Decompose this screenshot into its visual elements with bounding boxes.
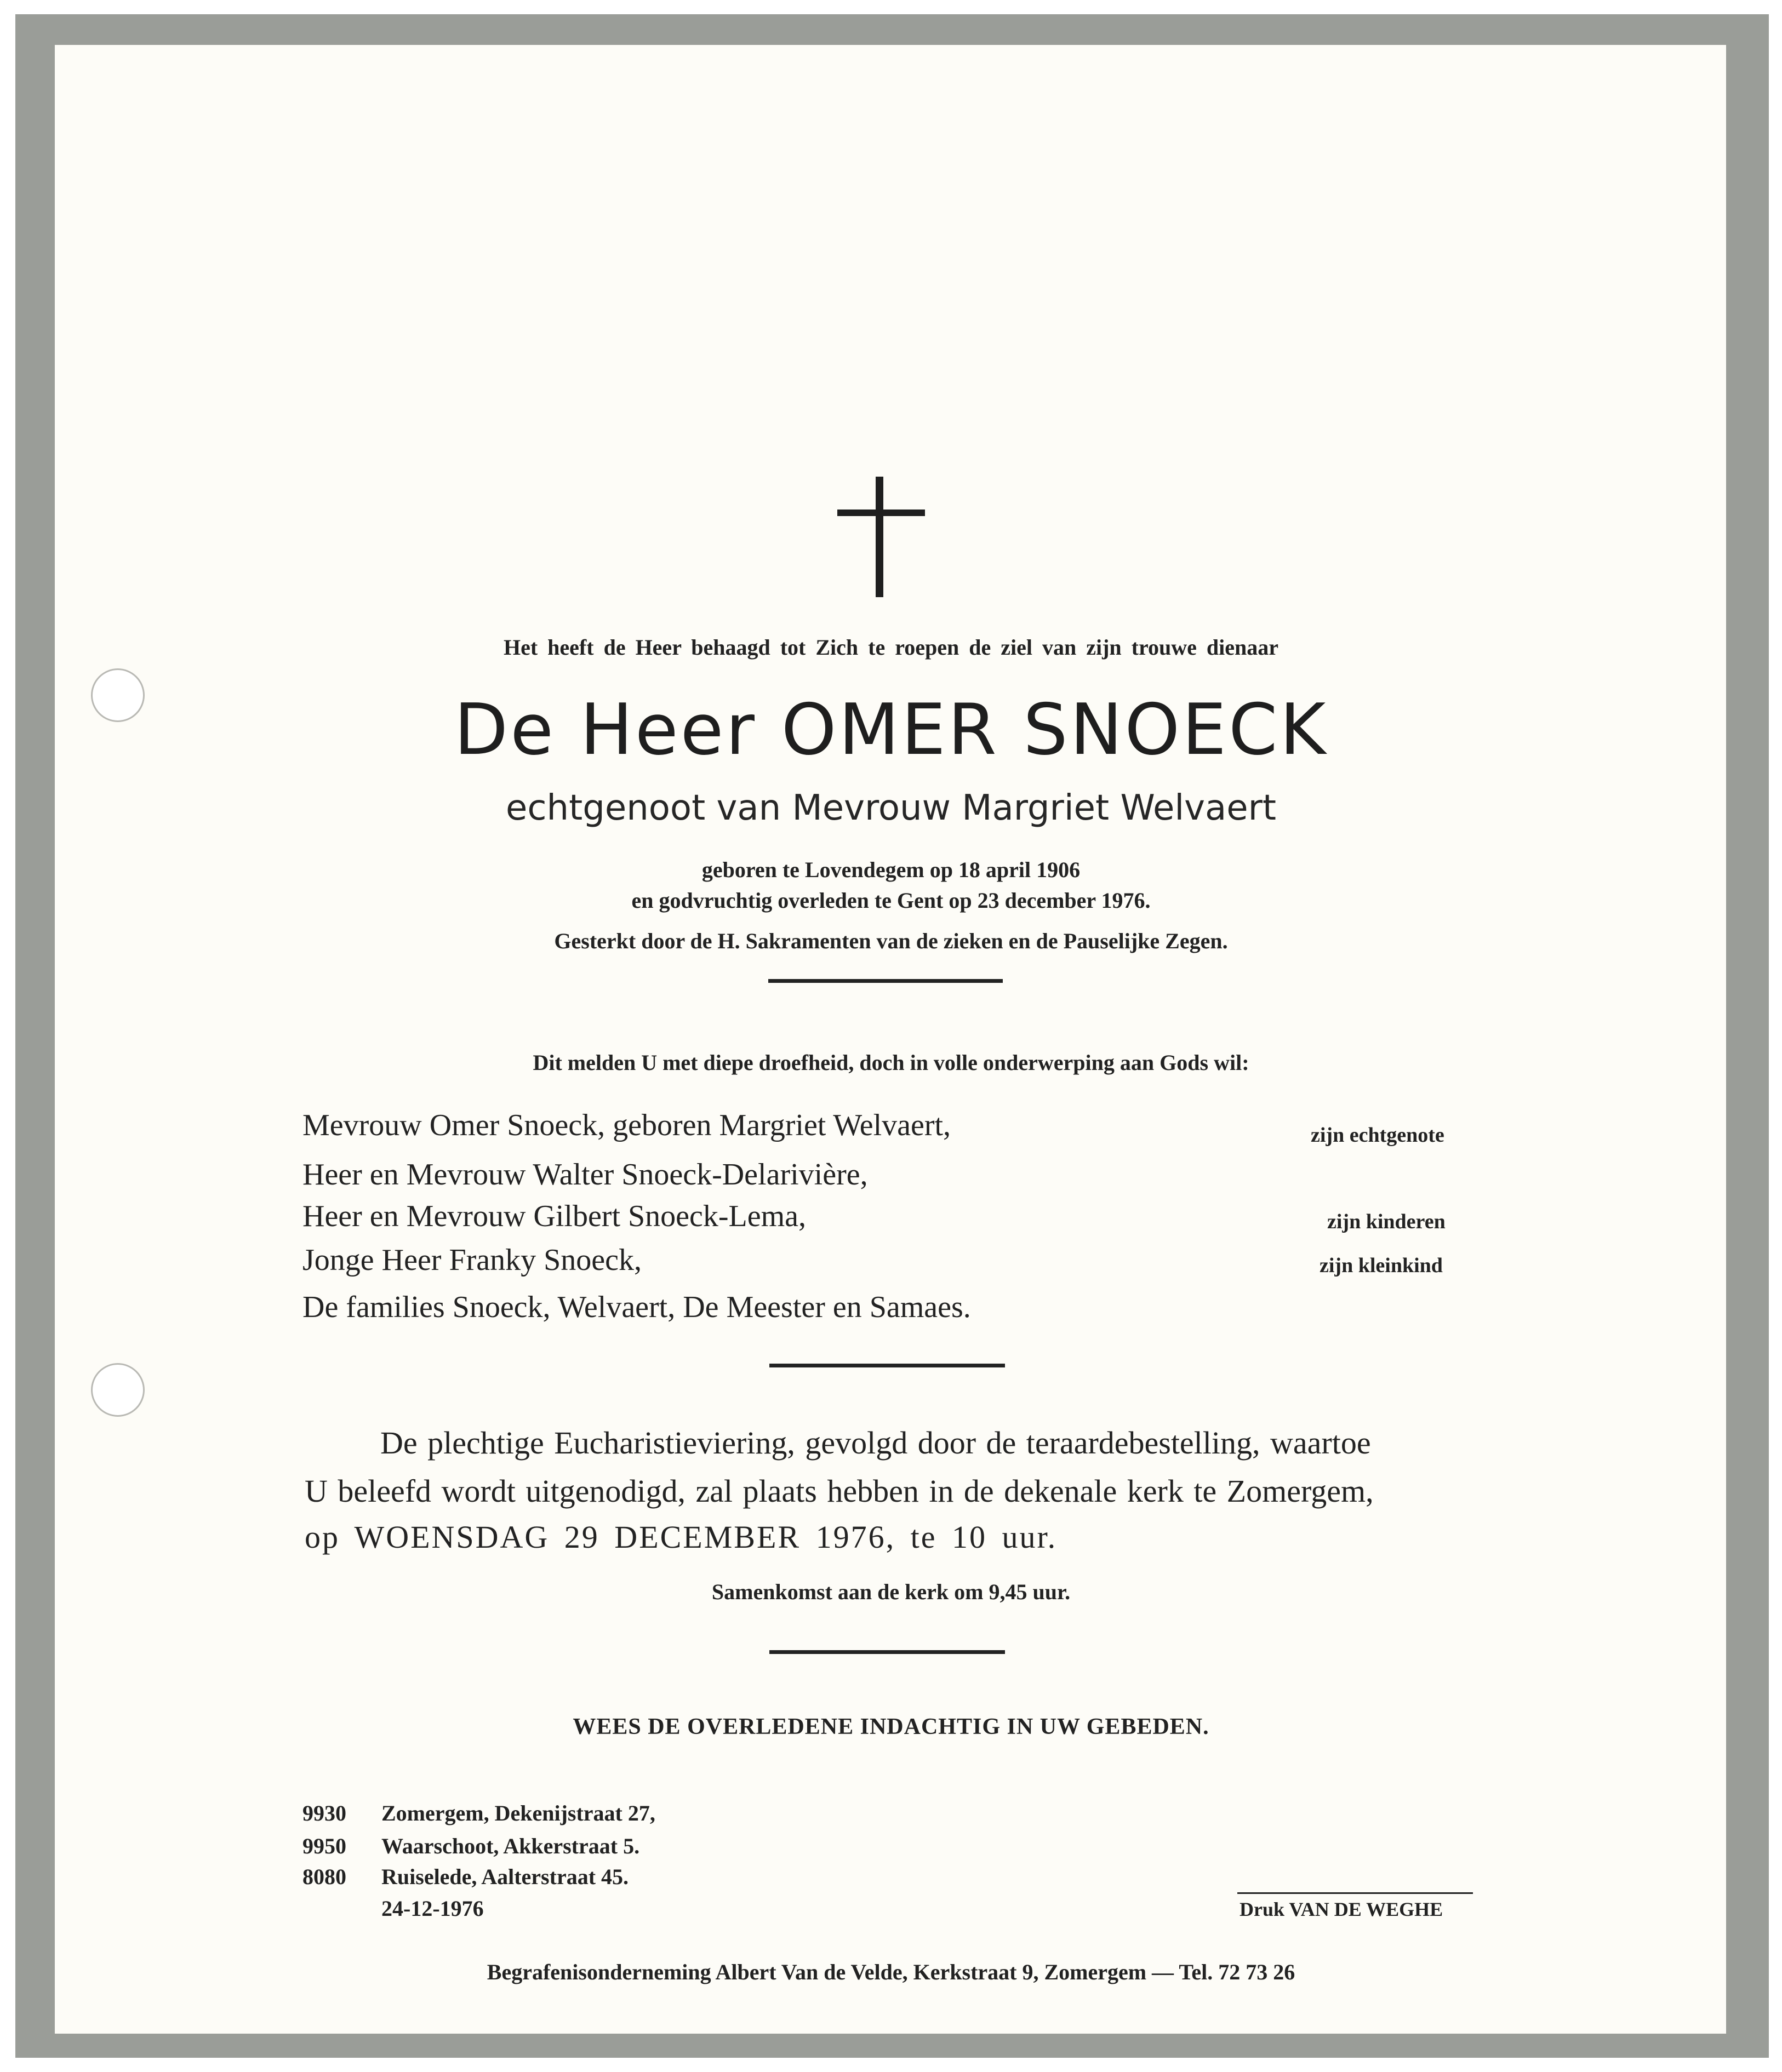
divider <box>769 1364 1005 1367</box>
undertaker-line: Begrafenisonderneming Albert Van de Velde, Kerkstraat 9, Zomergem — Tel. 72 73 26 <box>487 1960 1295 1984</box>
divider <box>769 1650 1005 1654</box>
cross-icon <box>876 477 883 597</box>
date: 24-12-1976 <box>381 1896 484 1921</box>
ceremony-line: De plechtige Eucharistieviering, gevolgd door de teraardebestelling, waartoe <box>380 1425 1371 1461</box>
address-postcode: 9930 <box>302 1801 346 1825</box>
mourner-relation: zijn echtgenote <box>1311 1124 1444 1147</box>
deceased-name: De Heer OMER SNOECK <box>454 689 1328 771</box>
address-street: Ruiselede, Aalterstraat 45. <box>381 1864 629 1889</box>
spouse-line: echtgenoot van Mevrouw Margriet Welvaert <box>505 788 1277 828</box>
birth-line: geboren te Lovendegem op 18 april 1906 <box>701 857 1081 882</box>
ceremony-line: op WOENSDAG 29 DECEMBER 1976, te 10 uur. <box>305 1519 1058 1555</box>
address-street: Zomergem, Dekenijstraat 27, <box>381 1801 655 1825</box>
printer-rule <box>1237 1892 1473 1894</box>
mourner-relation: zijn kinderen <box>1327 1210 1446 1233</box>
punch-hole-bottom <box>91 1363 145 1417</box>
mourner-name: Heer en Mevrouw Gilbert Snoeck-Lema, <box>302 1199 806 1233</box>
mourner-name: Mevrouw Omer Snoeck, geboren Margriet Welvaert, <box>302 1108 951 1142</box>
ceremony-line: U beleefd wordt uitgenodigd, zal plaats hebben in de dekenale kerk te Zomergem, <box>305 1473 1374 1509</box>
mourner-name: Jonge Heer Franky Snoeck, <box>302 1243 642 1277</box>
divider <box>768 979 1003 983</box>
announce-line: Dit melden U met diepe droefheid, doch in volle onderwerping aan Gods wil: <box>533 1050 1249 1075</box>
mourner-relation: zijn kleinkind <box>1320 1254 1443 1277</box>
printer-credit: Druk VAN DE WEGHE <box>1240 1898 1443 1920</box>
address-postcode: 9950 <box>302 1834 346 1858</box>
address-street: Waarschoot, Akkerstraat 5. <box>381 1834 640 1858</box>
gathering-line: Samenkomst aan de kerk om 9,45 uur. <box>711 1579 1071 1604</box>
prayer-line: WEES DE OVERLEDENE INDACHTIG IN UW GEBEDEN. <box>573 1714 1209 1739</box>
mourner-name: De families Snoeck, Welvaert, De Meester en Samaes. <box>302 1290 971 1324</box>
intro-text: Het heeft de Heer behaagd tot Zich te roepen de ziel van zijn trouwe dienaar <box>503 635 1279 660</box>
mourner-name: Heer en Mevrouw Walter Snoeck-Delarivière, <box>302 1158 868 1192</box>
sacraments-line: Gesterkt door de H. Sakramenten van de zieken en de Pauselijke Zegen. <box>554 929 1228 953</box>
cross-icon-bar <box>837 510 925 516</box>
death-line: en godvruchtig overleden te Gent op 23 december 1976. <box>631 888 1151 913</box>
address-postcode: 8080 <box>302 1864 346 1889</box>
